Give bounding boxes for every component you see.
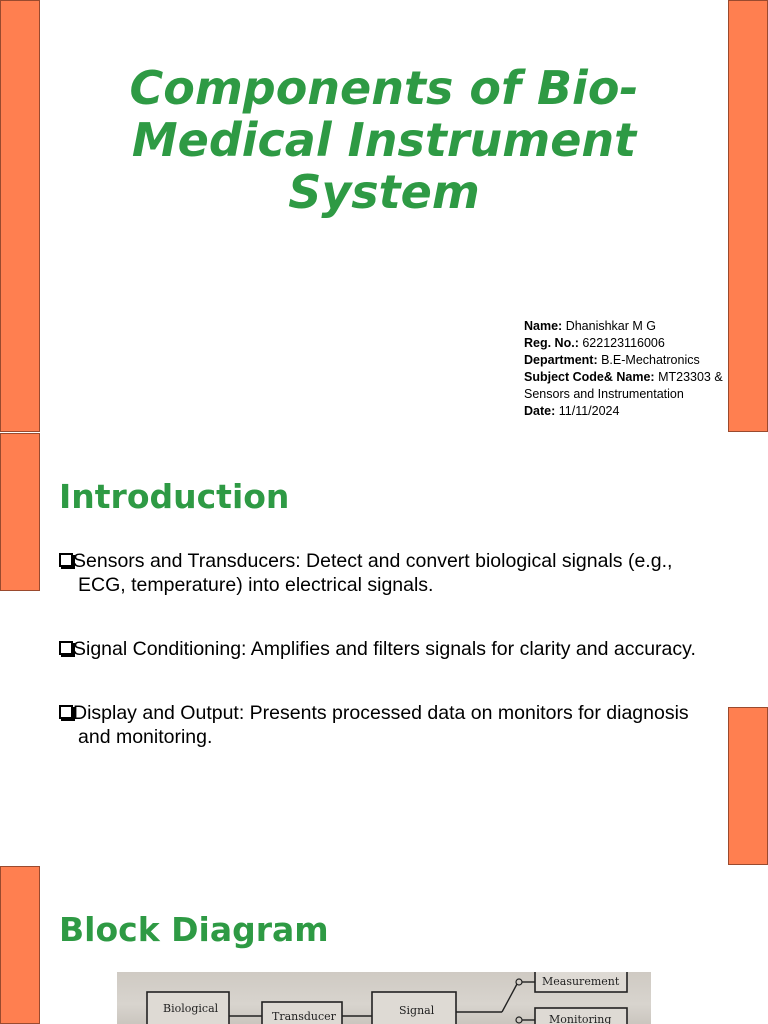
- title-slide: [0, 0, 768, 432]
- list-item: Signal Conditioning: Amplifies and filters signals for clarity and accuracy.: [59, 637, 719, 661]
- diagram-label-biological: Biological: [163, 1002, 219, 1015]
- bullet-list: [59, 549, 719, 789]
- list-item: Sensors and Transducers: Detect and convert biological signals (e.g., ECG, temperature) into electrical signals.: [59, 549, 719, 597]
- diagram-label-transducer: Transducer: [272, 1010, 336, 1023]
- diagram-label-monitoring: Monitoring: [549, 1013, 612, 1024]
- diagram-label-signal: Signal: [399, 1004, 435, 1017]
- detail-reg-no: Reg. No.: 622123116006: [524, 336, 665, 350]
- detail-name: Name: Dhanishkar M G: [524, 319, 656, 333]
- left-accent-bar: [0, 433, 40, 591]
- block-diagram-slide: [0, 866, 768, 1024]
- diagram-label-measurement: Measurement: [542, 975, 620, 988]
- block-diagram-image: [117, 972, 651, 1024]
- left-accent-bar: [0, 866, 40, 1024]
- detail-subject: Subject Code& Name: MT23303 & Sensors and Instrumentation: [524, 370, 723, 401]
- checkbox-bullet-icon: [59, 641, 73, 655]
- introduction-slide: [0, 433, 768, 865]
- student-details: [524, 318, 734, 420]
- block-diagram-drawing: [117, 972, 651, 1024]
- section-heading-introduction: Introduction: [59, 477, 290, 516]
- left-accent-bar: [0, 0, 40, 432]
- checkbox-bullet-icon: [59, 705, 73, 719]
- right-accent-bar: [728, 0, 768, 432]
- section-heading-block-diagram: Block Diagram: [59, 910, 329, 949]
- right-accent-bar: [728, 707, 768, 865]
- checkbox-bullet-icon: [59, 553, 73, 567]
- slide-title: Components of Bio-Medical Instrument System: [129, 61, 639, 219]
- detail-department: Department: B.E-Mechatronics: [524, 353, 700, 367]
- detail-date: Date: 11/11/2024: [524, 404, 620, 418]
- list-item: Display and Output: Presents processed data on monitors for diagnosis and monitoring.: [59, 701, 719, 749]
